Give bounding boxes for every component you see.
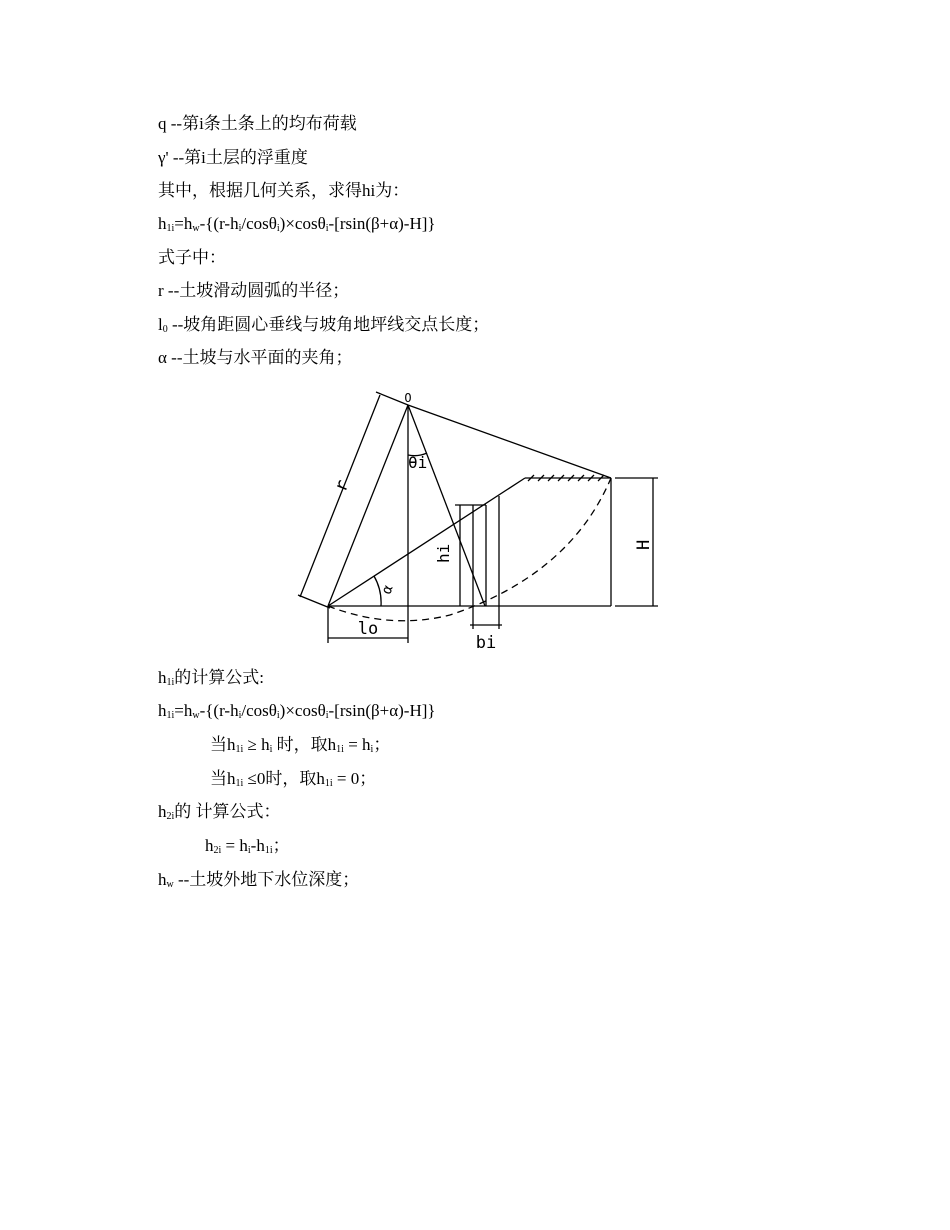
eq-sub: i — [247, 845, 251, 856]
eq-sub: w — [166, 879, 174, 890]
eq-sub: i — [238, 710, 242, 721]
equation-h1i — [158, 213, 436, 235]
eq-sub: 1i — [324, 778, 333, 789]
eq-sub: 1i — [235, 778, 244, 789]
eq-part: )×cosθ — [279, 214, 326, 233]
condition-1 — [210, 734, 390, 756]
h1i-title — [158, 667, 264, 689]
eq-part: =h — [174, 701, 193, 720]
eq-part: ≥ h — [243, 735, 270, 754]
slope-surface-line — [328, 478, 525, 606]
def-gamma-text: --第i土层的浮重度 — [168, 148, 308, 167]
eq-sub: i — [370, 744, 374, 755]
h2i-title — [158, 801, 281, 823]
eq-part: = h — [343, 735, 371, 754]
eq-sub: 1i — [264, 845, 273, 856]
where-line — [158, 180, 409, 202]
formula-in-text: 式子中： — [158, 248, 226, 267]
eq-sub: 1i — [235, 744, 244, 755]
r-dim-tick — [376, 392, 408, 405]
eq-part: 当h — [210, 735, 236, 754]
r-dim-line — [300, 395, 380, 597]
def-l0-text: --坡角距圆心垂线与坡角地坪线交点长度； — [167, 315, 490, 334]
label-r: r — [330, 476, 354, 495]
slope-stability-diagram — [290, 385, 670, 660]
eq-part: ； — [272, 836, 290, 855]
eq-part: ≤0时，取h — [243, 769, 325, 788]
eq-part: h — [158, 668, 167, 687]
eq-part: /cosθ — [241, 214, 277, 233]
eq-part: -[rsin(β+α)-H]} — [328, 701, 436, 720]
eq-sub: 2i — [166, 811, 175, 822]
eq-sub: 1i — [166, 677, 175, 688]
condition-2 — [210, 768, 376, 790]
eq-sub: 2i — [213, 845, 222, 856]
formula-in-line — [158, 247, 226, 269]
symbol-gamma: γ' — [158, 148, 169, 167]
where-text: 其中，根据几何关系，求得hi为： — [158, 181, 410, 200]
eq-part: 的计算公式: — [174, 668, 265, 687]
symbol-hw: h — [158, 870, 167, 889]
def-q — [158, 113, 357, 135]
eq-part: -h — [250, 836, 265, 855]
def-r — [158, 280, 349, 302]
eq-part: h — [158, 802, 167, 821]
label-h: H — [634, 539, 654, 550]
eq-part: 时，取h — [272, 735, 337, 754]
r-dim-tick — [298, 595, 330, 608]
def-gamma — [158, 147, 308, 169]
symbol-r: r — [158, 281, 164, 300]
eq-part: -{(r-h — [199, 701, 239, 720]
eq-sub: 0 — [162, 324, 168, 335]
symbol-alpha: α — [158, 348, 167, 367]
eq-part: -{(r-h — [199, 214, 239, 233]
label-l0: lo — [357, 619, 379, 639]
label-hi: hi — [434, 543, 453, 563]
eq-sub: i — [325, 710, 329, 721]
eq-part: ； — [373, 735, 391, 754]
radius-to-crest-line — [408, 405, 611, 478]
eq-part: 当h — [210, 769, 236, 788]
symbol-l0: l — [158, 315, 163, 334]
eq-part: h — [158, 214, 167, 233]
radius-line — [328, 405, 408, 606]
equation-h1i-repeat — [158, 700, 436, 722]
label-bi: bi — [475, 633, 497, 653]
eq-sub: i — [276, 223, 280, 234]
eq-part: )×cosθ — [279, 701, 326, 720]
def-alpha — [158, 347, 353, 369]
eq-sub: 1i — [166, 710, 175, 721]
eq-part: -[rsin(β+α)-H]} — [328, 214, 436, 233]
eq-sub: w — [192, 223, 200, 234]
eq-sub: i — [276, 710, 280, 721]
eq-sub: 1i — [336, 744, 344, 755]
label-o: O — [404, 391, 412, 405]
eq-part: = h — [221, 836, 248, 855]
equation-h2i — [205, 835, 290, 857]
eq-sub: i — [269, 744, 273, 755]
eq-part: h — [205, 836, 214, 855]
eq-sub: w — [192, 710, 200, 721]
def-hw — [158, 869, 359, 891]
def-q-text: --第i条土条上的均布荷载 — [166, 114, 357, 133]
eq-part: h — [158, 701, 167, 720]
eq-sub: i — [325, 223, 329, 234]
eq-sub: i — [238, 223, 242, 234]
def-hw-text: --土坡外地下水位深度； — [173, 870, 360, 889]
eq-part: 的 计算公式： — [174, 802, 281, 821]
def-alpha-text: --土坡与水平面的夹角； — [166, 348, 353, 367]
eq-part: =h — [174, 214, 193, 233]
def-r-text: --土坡滑动圆弧的半径； — [163, 281, 350, 300]
eq-part: /cosθ — [241, 701, 277, 720]
label-alpha: α — [378, 582, 397, 597]
eq-part: = 0； — [332, 769, 377, 788]
def-l0 — [158, 314, 489, 336]
symbol-q: q — [158, 114, 167, 133]
label-theta: θi — [408, 453, 428, 472]
eq-sub: 1i — [166, 223, 175, 234]
